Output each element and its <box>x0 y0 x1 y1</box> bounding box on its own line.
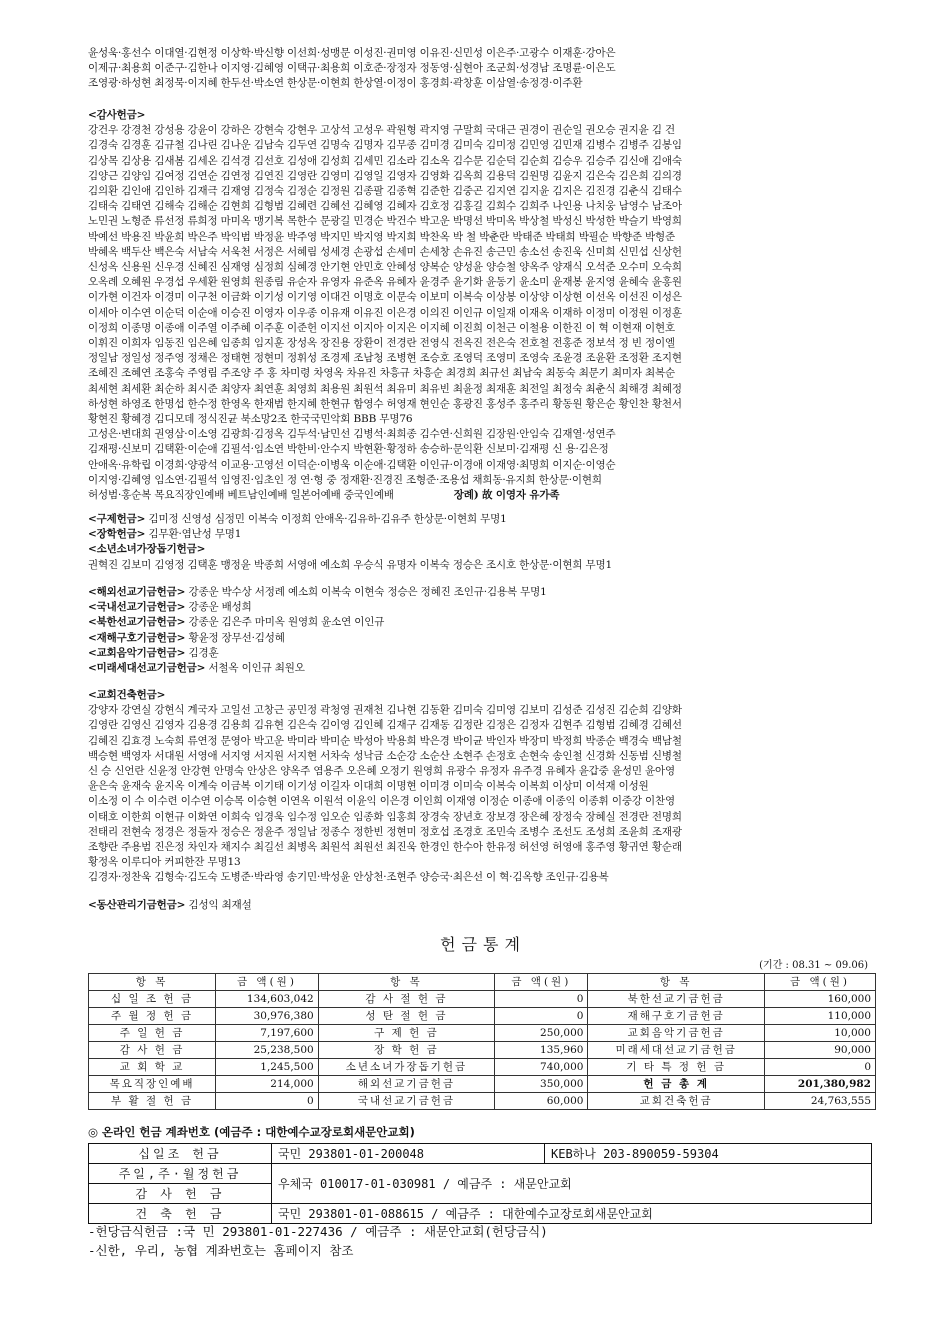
note-line: -헌당금식헌금 :국 민 293801-01-227436 / 예금주 : 새문안교회(헌당금식) <box>88 1224 548 1239</box>
name-line: 윤은숙 윤재숙 윤지옥 이계숙 이금복 이기태 이기성 이길자 이대희 이명현 이미경 이미숙 이복숙 이복희 이상미 이석재 이성원 <box>88 780 649 793</box>
name-line: 조향란 주용범 진은정 차인자 채지수 최길선 최병옥 최원석 최원선 최진욱 한경인 한수아 한유정 허선영 허영애 홍주영 황귀연 황순래 <box>88 841 682 854</box>
item-amount: 160,000 <box>764 991 875 1008</box>
table-row <box>89 1164 872 1184</box>
name-line: 이태호 이한희 이현규 이화연 이희숙 임경욱 임수정 임오순 임종화 임홍희 장경숙 장년호 장보경 장은혜 장정숙 장혜실 전경란 전명희 <box>88 810 682 823</box>
offering-names: 서철옥 이인규 최원오 <box>208 662 305 675</box>
note-line: -신한, 우리, 농협 계좌번호는 홈페이지 참조 <box>88 1243 354 1258</box>
name-line <box>88 488 878 503</box>
offering-line <box>88 646 878 661</box>
table-row <box>89 991 876 1008</box>
building-offering-section <box>88 688 878 886</box>
item-amount: 214,000 <box>216 1076 319 1093</box>
item-amount: 60,000 <box>495 1093 588 1110</box>
name-line: 김경자·정찬욱 김형숙·김도숙 도병준·박라영 송기민·박성윤 안상천·조현주 양승국·최은선 이 혁·김옥향 조인규·김용복 <box>88 871 609 884</box>
name-line: 전태리 전현숙 정경은 정둘자 정승은 정윤주 정일남 정종수 정한빈 정현미 정호섭 조경호 조민숙 조병수 조선도 조성희 조윤희 조재광 <box>88 825 682 838</box>
name-line: 노민권 노형준 류선정 류희정 마미옥 맹기복 목한수 문광길 민경순 박건수 박고운 박명선 박미옥 박상철 박성신 박성한 박슬기 박영희 <box>88 215 682 228</box>
offering-label: <동산관리기금헌금> <box>88 899 186 911</box>
account-label: 십일조 헌금 <box>89 1144 272 1164</box>
offering-label: <구제헌금> <box>88 513 146 525</box>
mission-offering-section <box>88 585 878 676</box>
name-line: 이가현 이건자 이경미 이구천 이금화 이기성 이기영 이대건 이명호 이문숙 이보미 이복숙 이상봉 이상양 이상현 이선옥 이선진 이성은 <box>88 291 682 304</box>
total-label: 헌 금 총 계 <box>588 1076 764 1093</box>
header-item: 항 목 <box>588 974 764 991</box>
item-amount: 110,000 <box>764 1008 875 1025</box>
item-label: 목요직장인예배 <box>89 1076 216 1093</box>
account-number: 국민 293801-01-200048 <box>272 1144 545 1164</box>
offering-label: <북한선교기금헌금> <box>88 616 186 629</box>
item-label: 소년소녀가장돕기헌금 <box>318 1059 494 1076</box>
header-amount: 금 액(원) <box>764 974 875 991</box>
offering-line <box>88 527 878 542</box>
name-line: 고성은·변대희 권영삼·이소영 김광희·김정옥 김두석·남민선 김병석·최희종 김수연·신희원 김장원·안임숙 김재열·성연주 <box>88 428 616 441</box>
name-line: 김재평·신보미 김택환·이순애 김필석·임소연 박한비·안수지 박현환·황정하 송승하·문익환 신보미·김재평 신 용·김은정 <box>88 443 609 456</box>
table-row <box>89 1025 876 1042</box>
item-label: 교회음악기금헌금 <box>588 1025 764 1042</box>
online-account-table <box>88 1143 872 1224</box>
name-line: 박예선 박용진 박윤희 박은주 박익범 박정윤 박주영 박지민 박지영 박지희 박찬옥 박 철 박춘란 박태준 박태희 박필순 박향준 박형준 <box>88 230 676 243</box>
memorial-note: 장례) 故 이영자 유가족 <box>453 489 560 502</box>
offering-stats-table <box>88 973 876 1110</box>
item-amount: 90,000 <box>764 1042 875 1059</box>
name-line: 윤성욱·홍선수 이대열·김현정 이상학·박신향 이선희·성맹문 이성진·권미영 이유진·신민성 이은주·고광수 이재훈·강아은 <box>88 47 616 59</box>
item-label: 기 타 특 정 헌 금 <box>588 1059 764 1076</box>
offering-line <box>88 585 878 600</box>
name-line: 박혜옥 백두산 백은숙 서남숙 서욱천 서정은 서혜림 성세경 손광섭 손세미 손세창 손유진 송근민 송소선 송진욱 신미희 신민섭 신상헌 <box>88 245 682 258</box>
offering-label: <장학헌금> <box>88 528 146 541</box>
name-line: 강건우 강경천 강성용 강윤이 강하은 강현숙 강현우 고상석 고성우 곽원형 곽지영 구말희 국대근 권경이 권순일 권오승 권지윤 김 건 <box>88 124 676 137</box>
account-label: 건 축 헌 금 <box>89 1204 272 1224</box>
item-amount: 0 <box>764 1059 875 1076</box>
header-amount: 금 액(원) <box>216 974 319 991</box>
offering-line <box>88 512 878 527</box>
item-label: 구 제 헌 금 <box>318 1025 494 1042</box>
total-amount: 201,380,982 <box>764 1076 875 1093</box>
name-line: 정일남 정일성 정주영 정채은 정태현 정현미 정휘성 조경제 조남청 조병현 조승호 조영덕 조영미 조영숙 조윤경 조윤환 조정환 조지현 <box>88 352 682 365</box>
item-amount: 7,197,600 <box>216 1025 319 1042</box>
offering-line <box>88 631 878 646</box>
item-label: 해외선교기금헌금 <box>318 1076 494 1093</box>
item-label: 교회건축헌금 <box>588 1093 764 1110</box>
item-label: 성 탄 절 헌 금 <box>318 1008 494 1025</box>
offering-names: 권혁진 김보미 김영정 김택훈 맹정윤 박종희 서영애 예소희 우승식 유명자 이복숙 정승은 조시호 한상문·이현희 무명1 <box>88 558 613 571</box>
name-line: 조영광·하성현 최정묵·이지혜 한두선·박소연 한상문·이현희 한상열·이정이 홍경희·곽창훈 이삼열·송정경·이주환 <box>88 77 583 90</box>
name-line: 김상목 김상용 김새봄 김세온 김석경 김선호 김성애 김성희 김세민 김소라 김소옥 김수문 김순덕 김순희 김승우 김승주 김신애 김애숙 <box>88 154 682 167</box>
offering-line <box>88 615 878 630</box>
name-line: 이세아 이수연 이순덕 이순애 이승진 이영자 이우종 이유재 이유진 이은경 이의진 이인규 이일재 이재옥 이재하 이정미 이정원 이정훈 <box>88 306 682 319</box>
offering-label: <재해구호기금헌금> <box>88 631 186 644</box>
item-label: 십 일 조 헌 금 <box>89 991 216 1008</box>
header-item: 항 목 <box>89 974 216 991</box>
offering-line <box>88 542 878 557</box>
item-amount: 10,000 <box>764 1025 875 1042</box>
item-label: 감 사 절 헌 금 <box>318 991 494 1008</box>
item-label: 교 회 학 교 <box>89 1059 216 1076</box>
account-number: 우체국 010017-01-030981 / 예금주 : 새문안교회 <box>272 1164 872 1204</box>
name-line: 강양자 강연실 강현식 계국자 고일선 고창근 공민정 곽청영 권재천 김나현 김동환 김미숙 김미영 김보미 김성준 김성진 김순희 김양화 <box>88 704 682 717</box>
account-label: 주일,주·월정헌금 <box>89 1164 272 1184</box>
table-row <box>89 1204 872 1224</box>
name-line: 이제규·최용희 이준구·김한나 이지영·김혜영 이택규·최용희 이호준·장정자 정동영·심현아 조군희·성경남 조명륜·이은도 <box>88 62 616 75</box>
account-number: 국민 293801-01-088615 / 예금주 : 대한예수교장로회새문안교회 <box>272 1204 872 1224</box>
name-line: 김경숙 김경훈 김규철 김나린 김나운 김남숙 김두연 김명숙 김명자 김무종 김미경 김미숙 김미정 김민영 김민재 김병수 김병주 김봉임 <box>88 139 682 152</box>
offering-names: 강종운 김은주 마미옥 원영희 윤소연 이인규 <box>188 616 385 629</box>
item-label: 재해구호기금헌금 <box>588 1008 764 1025</box>
table-row <box>89 1093 876 1110</box>
name-line: 오옥례 오혜원 우경섭 우세환 원영희 원종림 유순자 유영자 유준옥 유혜자 윤경주 윤기화 윤동기 윤소미 윤재봉 윤지영 윤혜숙 윤홍원 <box>88 276 682 289</box>
name-line: 안애옥·유학립 이경희·양광석 이교용·고영선 이덕순·이병욱 이순애·김택환 이인규·이경애 이재영·최명희 이지순·이영순 <box>88 458 616 471</box>
item-label: 부 활 절 헌 금 <box>89 1093 216 1110</box>
name-line: 신 승 신언란 신윤정 안강현 안명숙 안상은 양옥주 염용주 오은혜 오정기 원영희 유광수 유정자 유주경 유혜자 윤갑중 윤성민 윤아영 <box>88 765 676 778</box>
item-label: 주 일 헌 금 <box>89 1025 216 1042</box>
item-amount: 0 <box>495 1008 588 1025</box>
account-notes <box>88 1222 548 1260</box>
stats-period: (기간 : 08.31 ~ 09.06) <box>759 960 868 971</box>
name-line: 김태숙 김태연 김해숙 김해순 김현희 김형범 김혜련 김혜선 김혜영 김혜자 김호정 김홍길 김희수 김희주 나인용 나치웅 남영수 남조아 <box>88 200 682 213</box>
property-offering-section <box>88 898 878 913</box>
name-line: 김양근 김양임 김여정 김연순 김연정 김연진 김영란 김영미 김영일 김영자 김영화 김옥희 김용덕 김원명 김윤지 김은숙 김은희 김의경 <box>88 169 682 182</box>
stats-title: 헌금통계 <box>440 935 526 954</box>
offering-names: 김미정 신영성 심정민 이복숙 이정희 안애옥·김유하·김유주 한상문·이현희 무명1 <box>148 513 507 525</box>
offering-label: <미래세대선교기금헌금> <box>88 662 206 675</box>
name-line: 하성현 하영조 한명섭 한수정 한영옥 한재범 한지혜 한현규 함영수 허영재 현인순 홍광진 홍성주 홍주리 황동원 황은순 황인찬 황천서 <box>88 397 682 410</box>
name-line: 조혜진 조혜연 조홍숙 주영림 주조양 주 홍 차미령 차영옥 차유진 차흥규 차흥순 최경희 최규선 최남숙 최동숙 최문기 최미자 최복순 <box>88 367 676 380</box>
offering-names: 강종운 배성희 <box>188 601 252 614</box>
offering-names: 김무환·염난성 무명1 <box>148 528 242 541</box>
table-header-row <box>89 974 876 991</box>
item-amount: 135,960 <box>495 1042 588 1059</box>
item-label: 국내선교기금헌금 <box>318 1093 494 1110</box>
section-header: <감사헌금> <box>88 109 146 121</box>
name-line: 김혜진 김효경 노숙희 류연정 문영아 박고운 박미라 박미순 박성아 박용희 박은경 박이균 박인자 박장미 박정희 박종순 백경숙 백남철 <box>88 734 682 747</box>
name-line: 최세현 최세환 최순하 최시준 최양자 최연훈 최영희 최용원 최원석 최유미 최유빈 최윤정 최재훈 최전일 최정숙 최춘식 최해경 최혜정 <box>88 382 682 395</box>
name-line: 이정희 이종명 이종애 이주열 이주혜 이주훈 이준헌 이지선 이지아 이지은 이지혜 이진희 이천근 이철용 이한진 이 혁 이현재 이현호 <box>88 321 676 334</box>
item-amount: 0 <box>216 1093 319 1110</box>
name-line: 이지영·김혜영 임소연·김필석 임영진·임초인 정 연·형 중 정재환·진경진 조형준·조용섭 채희동·유지희 한상문·이현희 <box>88 473 602 486</box>
offering-label: <교회음악기금헌금> <box>88 646 186 659</box>
header-item: 항 목 <box>318 974 494 991</box>
item-amount: 0 <box>495 991 588 1008</box>
online-account-title: ◎ 온라인 헌금 계좌번호 (예금주 : 대한예수교장로회새문안교회) <box>88 1125 415 1139</box>
item-label: 장 학 헌 금 <box>318 1042 494 1059</box>
offering-line <box>88 558 878 573</box>
offering-names: 김경훈 <box>188 646 219 659</box>
account-label: 감 사 헌 금 <box>89 1184 272 1204</box>
offering-names: 강종운 박수상 서정례 예소희 이복숙 이현숙 정승은 정혜진 조인규·김용복 무명1 <box>188 586 547 598</box>
section-header: <교회건축헌금> <box>88 689 166 701</box>
offering-line <box>88 898 878 913</box>
item-amount: 24,763,555 <box>764 1093 875 1110</box>
offering-label: <국내선교기금헌금> <box>88 601 186 614</box>
relief-offering-section <box>88 512 878 573</box>
table-row <box>89 1059 876 1076</box>
item-amount: 740,000 <box>495 1059 588 1076</box>
item-amount: 30,976,380 <box>216 1008 319 1025</box>
item-amount: 134,603,042 <box>216 991 319 1008</box>
item-label: 주 월 정 헌 금 <box>89 1008 216 1025</box>
item-amount: 25,238,500 <box>216 1042 319 1059</box>
table-row <box>89 1042 876 1059</box>
item-label: 북한선교기금헌금 <box>588 991 764 1008</box>
name-line: 이소정 이 수 이수련 이수연 이승목 이승현 이연옥 이원석 이윤익 이은경 이인희 이재영 이정순 이종애 이종익 이종휘 이중강 이찬영 <box>88 795 676 808</box>
offering-label: <소년소녀가장돕기헌금> <box>88 543 206 556</box>
table-row <box>89 1144 872 1164</box>
table-row <box>89 1076 876 1093</box>
top-name-list <box>88 46 615 92</box>
name-line-text: 허성범·홍순복 목요직장인예배 베트남인예배 일본어예배 중국인예배 <box>88 489 394 502</box>
offering-names: 김성익 최재설 <box>188 899 252 911</box>
thanks-offering-section <box>88 108 878 503</box>
name-line: 이휘진 이희자 임동진 임은혜 임종희 임지훈 장성옥 장진용 장환이 전경란 전영식 전옥진 전은숙 전호철 전홍준 정보석 정 빈 정이엘 <box>88 337 676 350</box>
offering-line <box>88 600 878 615</box>
name-line: 김영란 김영신 김영자 김용경 김용희 김유현 김은숙 김이영 김인혜 김재구 김재동 김정란 김정은 김정자 김현주 김형범 김혜경 김혜선 <box>88 719 682 732</box>
offering-line <box>88 661 878 676</box>
item-amount: 1,245,500 <box>216 1059 319 1076</box>
account-number: KEB하나 203-890059-59304 <box>545 1144 872 1164</box>
offering-label: <해외선교기금헌금> <box>88 586 186 598</box>
name-line: 황정옥 이루디아 커피한잔 무명13 <box>88 856 241 869</box>
item-amount: 350,000 <box>495 1076 588 1093</box>
name-line: 신성옥 신용원 신우경 신혜진 심재영 심정희 심혜경 안기현 안민호 안혜성 양복순 양성윤 양승철 양옥주 양재식 오석준 오수미 오숙희 <box>88 261 682 274</box>
header-amount: 금 액(원) <box>495 974 588 991</box>
offering-names: 황윤정 장무선·김성혜 <box>188 631 285 644</box>
name-line: 백승현 백영자 서대원 서영애 서지영 서지원 서지현 서차숙 성낙금 소순강 소순산 소현주 손정호 손현숙 송인철 신경화 신동범 신병철 <box>88 749 682 762</box>
name-line: 황현진 황혜경 김디모데 정식진균 북소망2조 한국국민악회 BBB 무명76 <box>88 413 413 426</box>
item-amount: 250,000 <box>495 1025 588 1042</box>
item-label: 감 사 헌 금 <box>89 1042 216 1059</box>
item-label: 미래세대선교기금헌금 <box>588 1042 764 1059</box>
name-line: 김의환 김인애 김인하 김재극 김재영 김정숙 김정순 김정원 김종팔 김종혁 김준한 김중곤 김지연 김지윤 김지은 김진경 김춘식 김태수 <box>88 185 682 198</box>
table-row <box>89 1008 876 1025</box>
